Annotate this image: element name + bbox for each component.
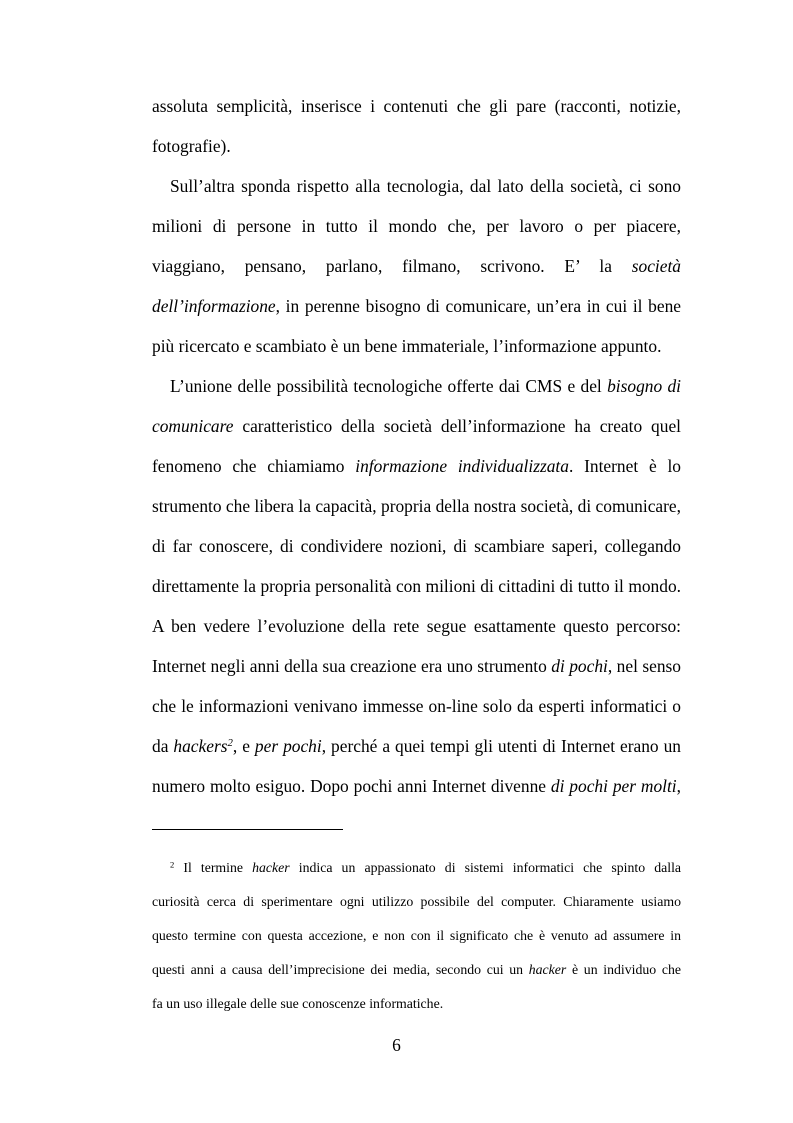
text-run: direttamente la propria personalità con milioni di cittadini di tutto il mondo. — [152, 576, 681, 596]
text-run: di far conoscere, di condividere nozioni, di scambiare saperi, collegando — [152, 536, 681, 556]
text-run: caratteristico della società dell’informazione ha creato quel — [242, 416, 681, 436]
footnote-number: 2 — [170, 859, 175, 870]
text-run: indica un appassionato di sistemi informatici che spinto dalla — [298, 860, 682, 875]
italic-text: comunicare — [152, 416, 234, 436]
text-run: Internet negli anni della sua creazione era uno strumento — [152, 656, 547, 676]
body-line — [170, 374, 681, 398]
body-line — [170, 174, 681, 198]
italic-text: hacker — [252, 860, 290, 875]
body-line — [152, 334, 681, 358]
italic-text: dell’informazione — [152, 296, 276, 316]
italic-text: per pochi — [254, 736, 322, 756]
text-run: da — [152, 736, 169, 756]
italic-text: hackers — [173, 736, 228, 756]
text-run: più ricercato e scambiato è un bene immateriale, l’informazione appunto. — [152, 336, 662, 356]
text-run: è un individuo che — [571, 962, 681, 977]
text-run: , in perenne bisogno di comunicare, un’era in cui il bene — [275, 296, 681, 316]
italic-text: bisogno di — [607, 376, 681, 396]
text-run: , — [676, 776, 681, 796]
text-run: , perché a quei tempi gli utenti di Internet erano un — [321, 736, 681, 756]
footnote-line — [152, 892, 681, 912]
text-run: questi anni a causa dell’imprecisione dei media, secondo cui un — [152, 962, 524, 977]
text-run: milioni di persone in tutto il mondo che, per lavoro o per piacere, — [152, 216, 681, 236]
text-run: Il termine — [183, 860, 244, 875]
footnote-line — [152, 926, 681, 946]
page-number: 6 — [392, 1035, 401, 1055]
text-run: fotografie). — [152, 136, 231, 156]
text-run: numero molto esiguo. Dopo pochi anni Internet divenne — [152, 776, 546, 796]
body-line — [152, 574, 681, 598]
text-run: , e — [232, 736, 250, 756]
text-run: fenomeno che chiamiamo — [152, 456, 345, 476]
text-run: , nel senso — [607, 656, 681, 676]
body-line — [152, 774, 681, 798]
text-run: viaggiano, pensano, parlano, filmano, scrivono. E’ la — [152, 256, 612, 276]
body-line — [152, 414, 681, 438]
text-run: assoluta semplicità, inserisce i contenuti che gli pare (racconti, notizie, — [152, 96, 681, 116]
italic-text: di pochi — [551, 656, 608, 676]
text-run: . Internet è lo — [568, 456, 681, 476]
body-line — [152, 494, 681, 518]
text-run: questo termine con questa accezione, e non con il significato che è venuto ad assumere in — [152, 928, 681, 943]
footnote-reference: 2 — [227, 737, 233, 750]
text-run: Sull’altra sponda rispetto alla tecnologia, dal lato della società, ci sono — [170, 176, 681, 196]
text-run: strumento che libera la capacità, propria della nostra società, di comunicare, — [152, 496, 681, 516]
italic-text: informazione individualizzata — [355, 456, 569, 476]
body-line — [152, 694, 681, 718]
text-run: che le informazioni venivano immesse on-line solo da esperti informatici o — [152, 696, 681, 716]
footnote-line — [170, 858, 681, 878]
text-run: curiosità cerca di sperimentare ogni utilizzo possibile del computer. Chiaramente usiamo — [152, 894, 681, 909]
text-run: A ben vedere l’evoluzione della rete segue esattamente questo percorso: — [152, 616, 681, 636]
body-line — [152, 214, 681, 238]
text-run: fa un uso illegale delle sue conoscenze informatiche. — [152, 996, 444, 1011]
body-line — [152, 294, 681, 318]
body-line — [152, 614, 681, 638]
body-line — [152, 254, 681, 278]
body-line — [152, 134, 681, 158]
italic-text: società — [631, 256, 681, 276]
body-line — [152, 94, 681, 118]
body-line — [152, 534, 681, 558]
body-line — [152, 654, 681, 678]
footnote-separator — [152, 829, 343, 830]
footnote-line — [152, 994, 681, 1014]
body-line — [152, 454, 681, 478]
text-run: L’unione delle possibilità tecnologiche offerte dai CMS e del — [170, 376, 602, 396]
italic-text: di pochi per molti — [550, 776, 677, 796]
footnote-line — [152, 960, 681, 980]
italic-text: hacker — [528, 962, 567, 977]
body-line — [152, 734, 681, 758]
